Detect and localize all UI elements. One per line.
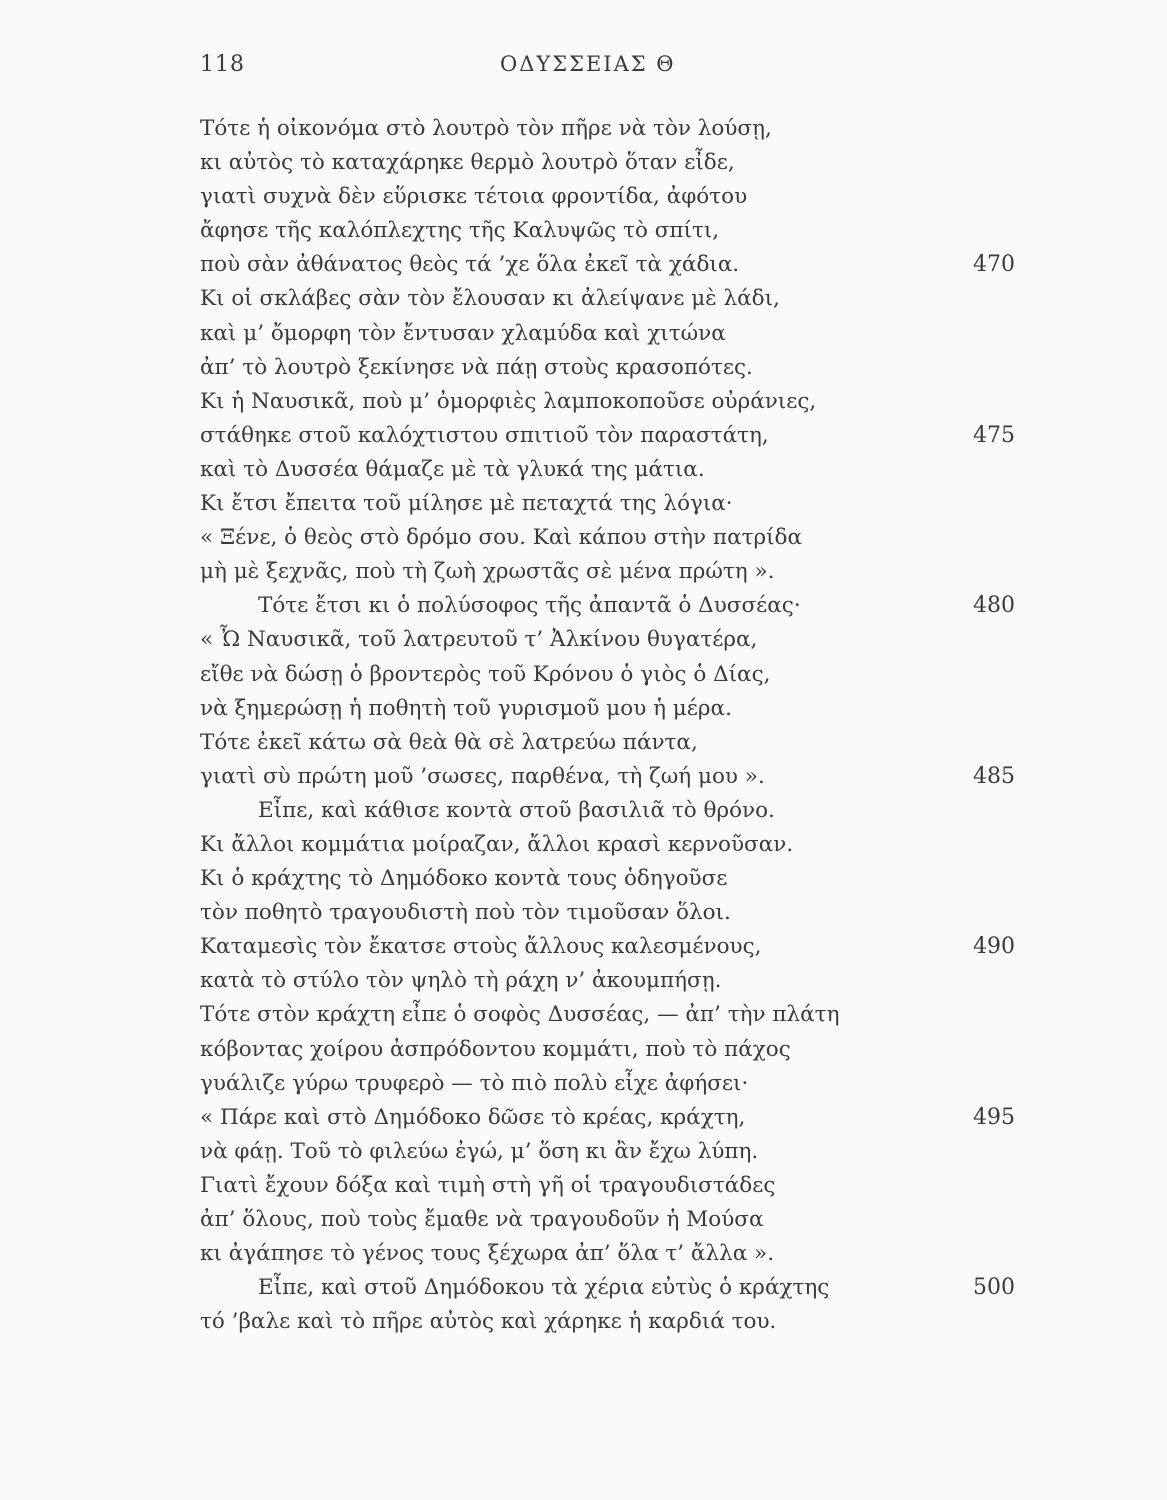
line-number: 500 <box>973 1275 1015 1301</box>
verse-line <box>200 180 1030 214</box>
verse-text: νὰ ξημερώσῃ ἡ ποθητὴ τοῦ γυρισμοῦ μου ἡ μέρα. <box>200 695 732 721</box>
verse-text: Γιατὶ ἔχουν δόξα καὶ τιμὴ στὴ γῆ οἱ τραγουδιστάδες <box>200 1172 776 1198</box>
verse-text: Εἶπε, καὶ στοῦ Δημόδοκου τὰ χέρια εὐτὺς ὁ κράχτης <box>258 1275 830 1301</box>
verse-text: Κι ἡ Ναυσικᾶ, ποὺ μ’ ὀμορφιὲς λαμποκοποῦσε οὐράνιες, <box>200 388 817 414</box>
verse-line <box>200 760 1030 794</box>
verse-text: Τότε ἔτσι κι ὁ πολύσοφος τῆς ἀπαντᾶ ὁ Δυσσέας· <box>258 593 801 619</box>
verse-line <box>200 317 1030 351</box>
verse-text: τὸν ποθητὸ τραγουδιστὴ ποὺ τὸν τιμοῦσαν ὅλοι. <box>200 900 731 926</box>
verse-line <box>200 1203 1030 1237</box>
verse-line <box>200 1271 1030 1305</box>
verse-line <box>200 1305 1030 1339</box>
verse-line <box>200 1237 1030 1271</box>
verse-line <box>200 726 1030 760</box>
verse-line <box>200 1067 1030 1101</box>
verse-text: ἀπ’ ὅλους, ποὺ τοὺς ἔμαθε νὰ τραγουδοῦν ἡ Μούσα <box>200 1207 764 1232</box>
verse-line <box>200 248 1030 282</box>
verse-text: στάθηκε στοῦ καλόχτιστου σπιτιοῦ τὸν παραστάτη, <box>200 422 769 448</box>
verse-line <box>200 146 1030 180</box>
verse-text: Τότε στὸν κράχτη εἶπε ὁ σοφὸς Δυσσέας, — ἀπ’ τὴν πλάτη <box>200 1002 840 1028</box>
verse-line <box>200 589 1030 623</box>
verse-text: γυάλιζε γύρω τρυφερὸ — τὸ πιὸ πολὺ εἶχε ἀφήσει· <box>200 1070 749 1096</box>
verse-text: ποὺ σὰν ἀθάνατος θεὸς τά ’χε ὅλα ἐκεῖ τὰ χάδια. <box>200 252 740 278</box>
verse-text: εἴθε νὰ δώσῃ ὁ βροντερὸς τοῦ Κρόνου ὁ γιὸς ὁ Δίας, <box>200 661 771 687</box>
verse-line <box>200 521 1030 555</box>
verse-text: Κι οἱ σκλάβες σὰν τὸν ἔλουσαν κι ἀλείψανε μὲ λάδι, <box>200 286 780 312</box>
verse-text: γιατὶ σὺ πρώτη μοῦ ’σωσες, παρθένα, τὴ ζωή μου ». <box>200 763 765 789</box>
page-number: 118 <box>200 52 245 77</box>
verse-line <box>200 828 1030 862</box>
verse-line <box>200 658 1030 692</box>
verse-text: « Πάρε καὶ στὸ Δημόδοκο δῶσε τὸ κρέας, κράχτη, <box>200 1104 746 1130</box>
verse-text: κατὰ τὸ στύλο τὸν ψηλὸ τὴ ράχη ν’ ἀκουμπήσῃ. <box>200 968 722 994</box>
verse-line <box>200 930 1030 964</box>
verse-text: Κι ἔτσι ἔπειτα τοῦ μίλησε μὲ πεταχτά της λόγια· <box>200 491 733 517</box>
verse-text: καὶ τὸ Δυσσέα θάμαζε μὲ τὰ γλυκά της μάτια. <box>200 456 705 482</box>
line-number: 475 <box>973 422 1015 448</box>
verse-text: μὴ μὲ ξεχνᾶς, ποὺ τὴ ζωὴ χρωστᾶς σὲ μένα πρώτη ». <box>200 559 775 585</box>
verse-text: γιατὶ συχνὰ δὲν εὕρισκε τέτοια φροντίδα, ἀφότου <box>200 184 748 210</box>
verse-line <box>200 487 1030 521</box>
verse-text: τό ’βαλε καὶ τὸ πῆρε αὐτὸς καὶ χάρηκε ἡ καρδιά του. <box>200 1309 777 1335</box>
verse-block <box>200 112 1030 1339</box>
verse-text: « Ξένε, ὁ θεὸς στὸ δρόμο σου. Καὶ κάπου στὴν πατρίδα <box>200 525 803 551</box>
verse-line <box>200 1033 1030 1067</box>
verse-line <box>200 896 1030 930</box>
running-title: ΟΔΥΣΣΕΙΑΣ Θ <box>500 52 676 76</box>
line-number: 470 <box>973 252 1015 278</box>
verse-text: κι ἀγάπησε τὸ γένος τους ξέχωρα ἀπ’ ὅλα τ’ ἄλλα ». <box>200 1241 775 1267</box>
line-number: 495 <box>973 1104 1015 1130</box>
verse-line <box>200 214 1030 248</box>
verse-line <box>200 351 1030 385</box>
verse-text: ἄφησε τῆς καλόπλεχτης τῆς Καλυψῶς τὸ σπίτι, <box>200 218 720 244</box>
verse-text: Εἶπε, καὶ κάθισε κοντὰ στοῦ βασιλιᾶ τὸ θρόνο. <box>258 797 775 823</box>
page-header <box>200 52 1030 88</box>
verse-text: « Ὦ Ναυσικᾶ, τοῦ λατρευτοῦ τ’ Ἀλκίνου θυγατέρα, <box>200 627 758 653</box>
line-number: 490 <box>973 934 1015 960</box>
verse-text: Τότε ἡ οἰκονόμα στὸ λουτρὸ τὸν πῆρε νὰ τὸν λούσῃ, <box>200 116 772 141</box>
verse-line <box>200 998 1030 1032</box>
verse-line <box>200 623 1030 657</box>
verse-line <box>200 1135 1030 1169</box>
verse-line <box>200 555 1030 589</box>
verse-line <box>200 1169 1030 1203</box>
verse-text: Κι ὁ κράχτης τὸ Δημόδοκο κοντὰ τους ὁδηγοῦσε <box>200 866 728 892</box>
verse-text: Καταμεσὶς τὸν ἔκατσε στοὺς ἄλλους καλεσμένους, <box>200 934 762 960</box>
verse-line <box>200 964 1030 998</box>
verse-text: νὰ φάῃ. Τοῦ τὸ φιλεύω ἐγώ, μ’ ὅση κι ἂν ἔχω λύπη. <box>200 1138 759 1164</box>
verse-text: κόβοντας χοίρου ἀσπρόδοντου κομμάτι, ποὺ τὸ πάχος <box>200 1036 791 1062</box>
verse-line <box>200 453 1030 487</box>
verse-line <box>200 1101 1030 1135</box>
verse-line <box>200 385 1030 419</box>
verse-text: καὶ μ’ ὄμορφη τὸν ἔντυσαν χλαμύδα καὶ χιτώνα <box>200 320 726 346</box>
verse-line <box>200 112 1030 146</box>
verse-line <box>200 692 1030 726</box>
line-number: 480 <box>973 593 1015 619</box>
verse-line <box>200 419 1030 453</box>
verse-text: Κι ἄλλοι κομμάτια μοίραζαν, ἄλλοι κρασὶ κερνοῦσαν. <box>200 831 794 857</box>
verse-line <box>200 282 1030 316</box>
verse-line <box>200 862 1030 896</box>
verse-line <box>200 794 1030 828</box>
verse-text: κι αὐτὸς τὸ καταχάρηκε θερμὸ λουτρὸ ὅταν εἶδε, <box>200 150 735 176</box>
verse-text: Τότε ἐκεῖ κάτω σὰ θεὰ θὰ σὲ λατρεύω πάντα, <box>200 729 698 755</box>
line-number: 485 <box>973 763 1015 789</box>
verse-text: ἀπ’ τὸ λουτρὸ ξεκίνησε νὰ πάῃ στοὺς κρασοπότες. <box>200 354 753 380</box>
